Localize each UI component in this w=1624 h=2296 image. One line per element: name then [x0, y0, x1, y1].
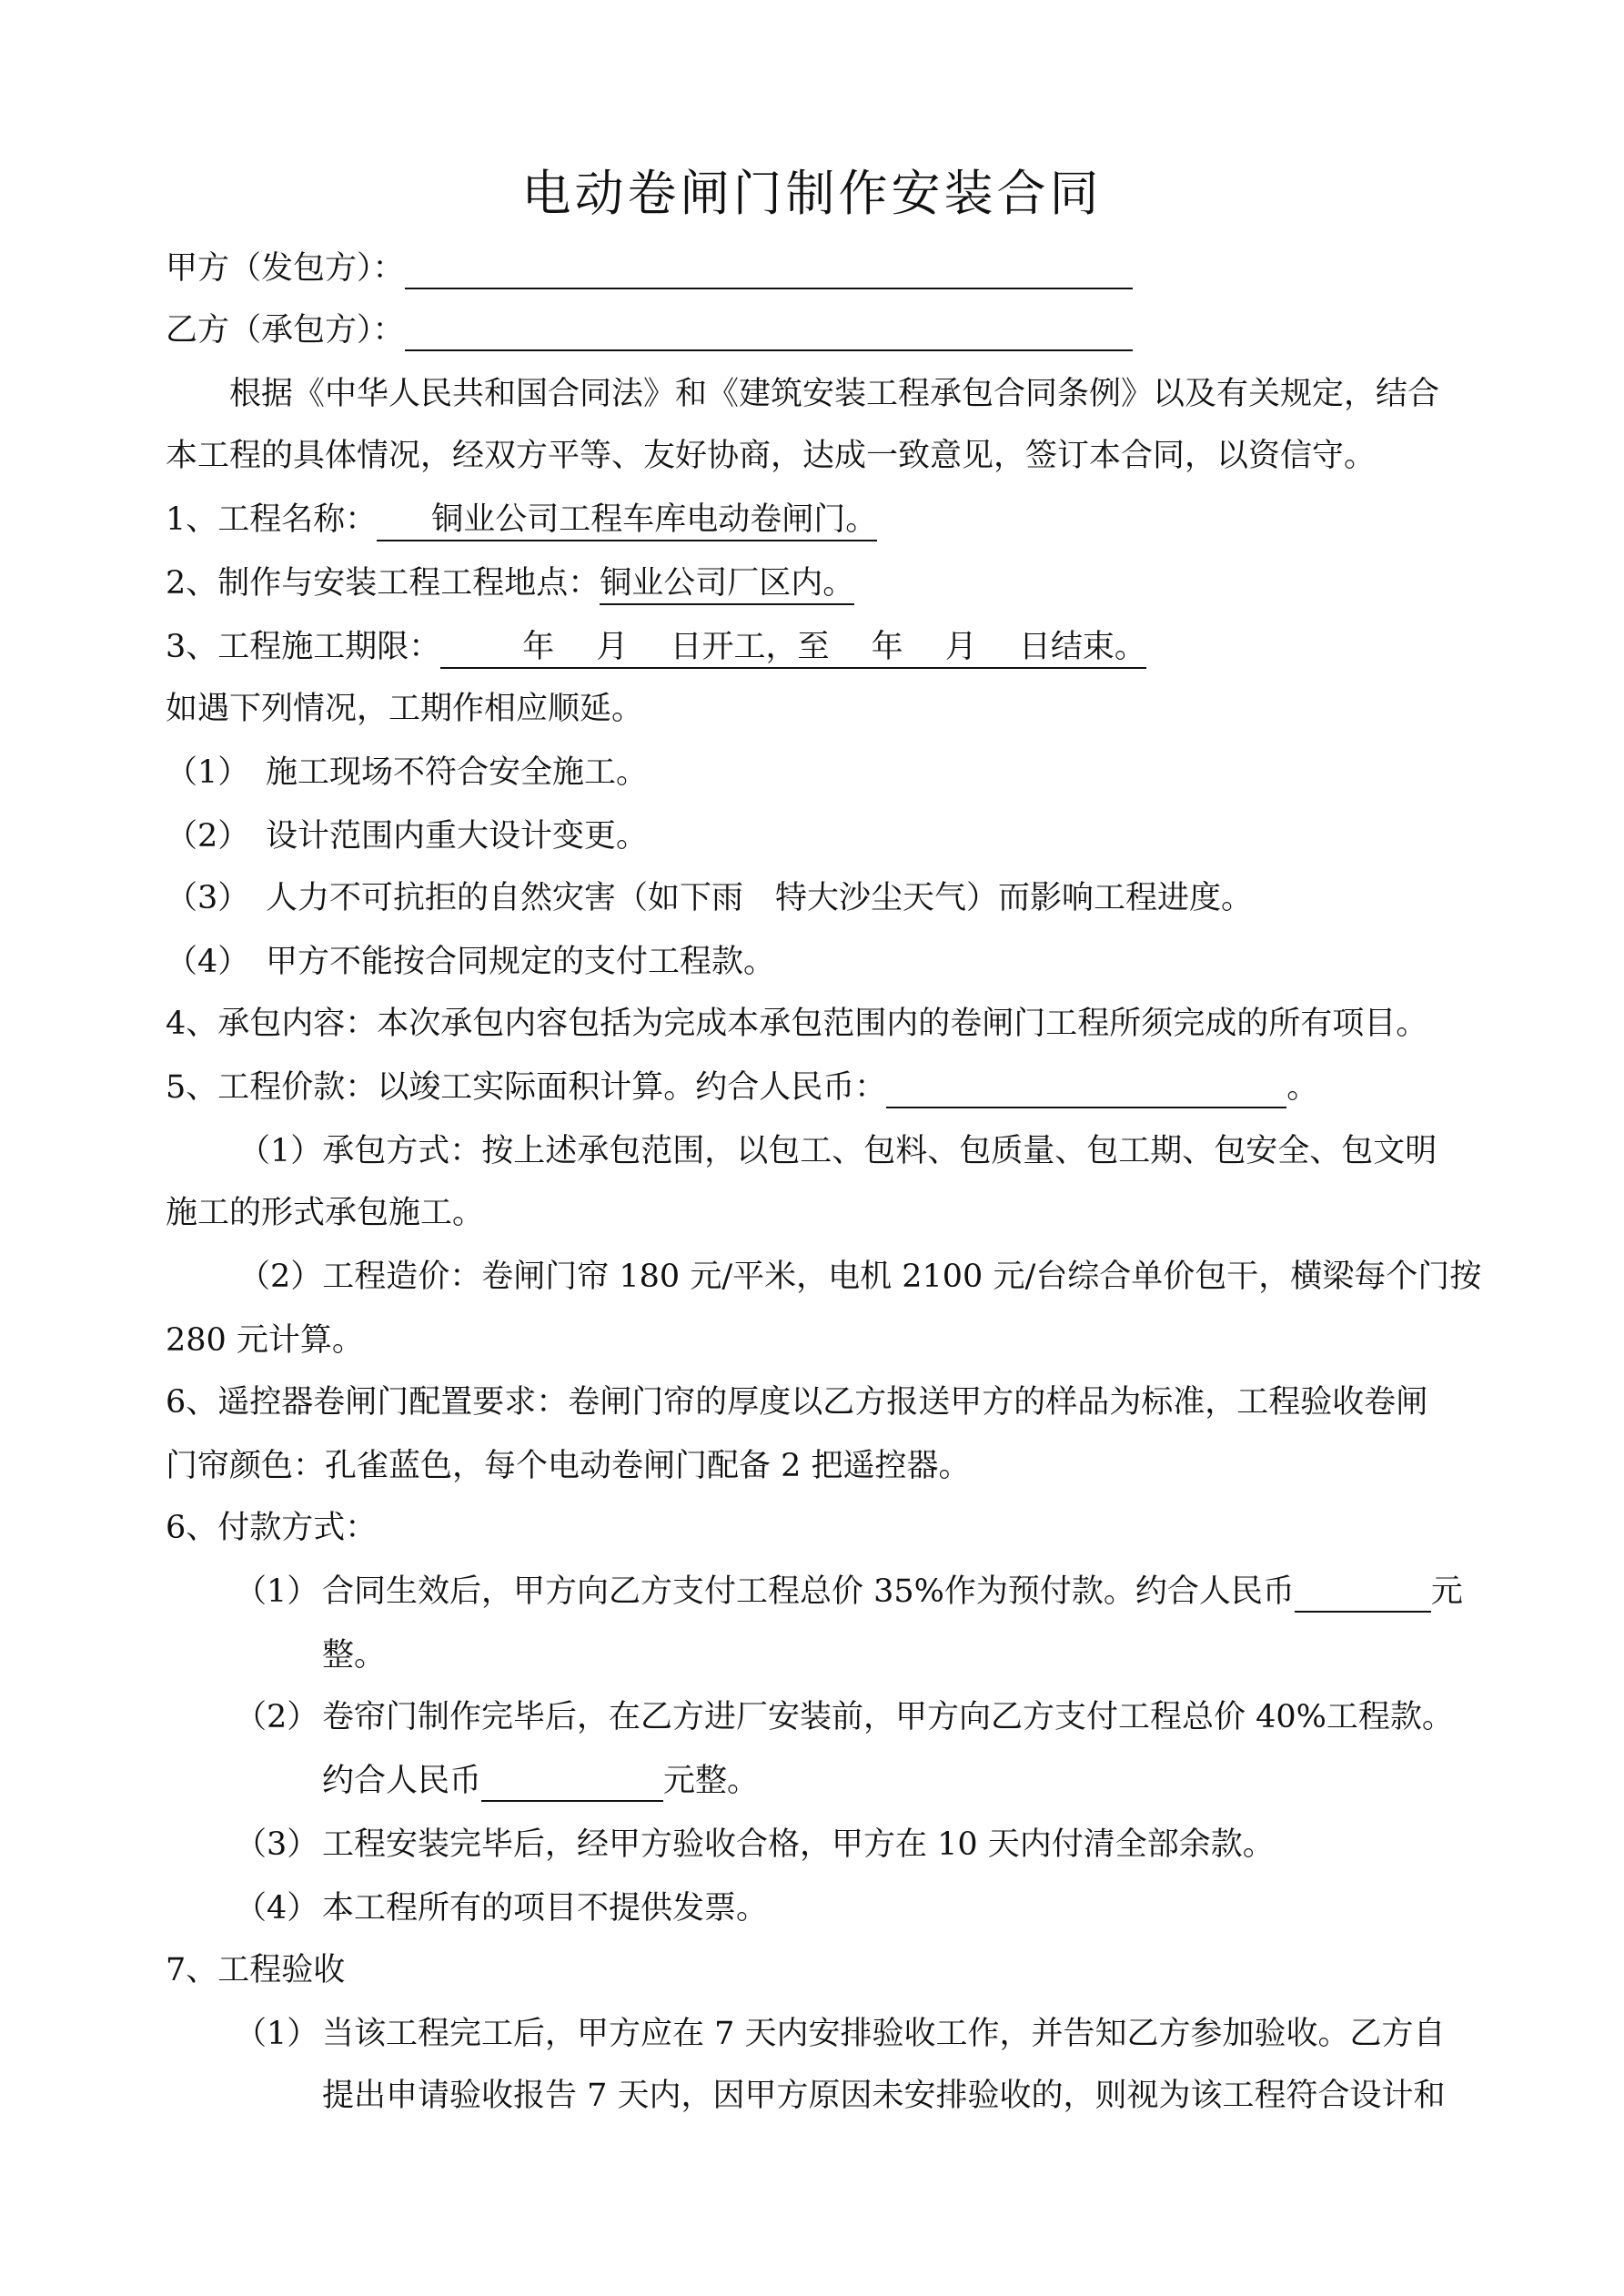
- delay-item: [166, 752, 648, 794]
- item-5-label: 5、工程价款：以竣工实际面积计算。约合人民币：: [166, 1069, 887, 1106]
- delay-item-text: 施工现场不符合安全施工。: [266, 754, 649, 791]
- payment-2-text: 卷帘门制作完毕后，在乙方进厂安装前，甲方向乙方支付工程总价 40%工程款。: [322, 1699, 1454, 1735]
- item-3-label: 3、工程施工期限：: [166, 629, 441, 665]
- construction-period: 年 月 日开工，至 年 月 日结束。: [440, 629, 1146, 669]
- acceptance-1-line-2: 提出申请验收报告 7 天内，因甲方原因未安排验收的，则视为该工程符合设计和: [322, 2078, 1446, 2114]
- payment-2-line-1: [235, 1696, 1454, 1738]
- delay-item-number: （3）: [166, 880, 250, 916]
- payment-1-text: 合同生效后，甲方向乙方支付工程总价 35%作为预付款。约合人民币: [322, 1573, 1295, 1610]
- payment-4-text: 本工程所有的项目不提供发票。: [322, 1890, 769, 1927]
- delay-item-text: 人力不可抗拒的自然灾害（如下雨 特大沙尘天气）而影响工程进度。: [266, 880, 1254, 916]
- intro-line-1: 根据《中华人民共和国合同法》和《建筑安装工程承包合同条例》以及有关规定，结合: [229, 376, 1440, 412]
- payment-2-text-a: 约合人民币: [322, 1763, 482, 1799]
- item-5: [166, 1067, 1318, 1108]
- payment-1-number: （1）: [235, 1573, 319, 1610]
- party-b-label: 乙方（承包方）：: [166, 312, 405, 349]
- payment-4-number: （4）: [235, 1890, 319, 1927]
- payment-2-line-2: [322, 1760, 759, 1802]
- party-b-line: [166, 309, 1133, 351]
- delay-intro: 如遇下列情况，工期作相应顺延。: [166, 691, 644, 727]
- party-b-blank[interactable]: [405, 313, 1133, 351]
- acceptance-1-number: （1）: [235, 2016, 319, 2052]
- item-5-2-line-1: （2）工程造价：卷闸门帘 180 元/平米，电机 2100 元/台综合单价包干，横梁每个门按: [238, 1259, 1482, 1295]
- item-5-end: 。: [1286, 1069, 1319, 1106]
- delay-item-number: （2）: [166, 818, 250, 855]
- item-3: [166, 626, 1146, 668]
- delay-item-number: （1）: [166, 754, 250, 791]
- payment-3-number: （3）: [235, 1826, 319, 1863]
- item-1: [166, 499, 877, 541]
- intro-line-2: 本工程的具体情况，经双方平等、友好协商，达成一致意见，签订本合同，以资信守。: [166, 438, 1377, 474]
- delay-item: [166, 815, 648, 857]
- acceptance-1-text: 当该工程完工后，甲方应在 7 天内安排验收工作，并告知乙方参加验收。乙方自: [322, 2016, 1446, 2052]
- item-6b: 6、付款方式：: [166, 1510, 378, 1546]
- item-6a-line-2: 门帘颜色：孔雀蓝色，每个电动卷闸门配备 2 把遥控器。: [166, 1448, 971, 1484]
- item-2-label: 2、制作与安装工程工程地点：: [166, 565, 600, 602]
- item-7: 7、工程验收: [166, 1952, 346, 1988]
- project-location: 铜业公司厂区内。: [600, 565, 854, 605]
- delay-item-number: （4）: [166, 944, 250, 980]
- payment-1-unit: 元: [1430, 1573, 1463, 1610]
- item-5-1-line-1: （1）承包方式：按上述承包范围，以包工、包料、包质量、包工期、包安全、包文明: [238, 1133, 1437, 1169]
- delay-item: [166, 877, 1253, 919]
- payment-2-text-b: 元整。: [663, 1763, 760, 1799]
- project-name: 铜业公司工程车库电动卷闸门。: [377, 501, 877, 541]
- payment-1-line-1: [235, 1571, 1463, 1613]
- delay-item-text: 甲方不能按合同规定的支付工程款。: [266, 944, 776, 980]
- payment-2-number: （2）: [235, 1699, 319, 1735]
- payment-4: [235, 1887, 768, 1929]
- item-5-1-line-2: 施工的形式承包施工。: [166, 1195, 485, 1231]
- party-a-line: [166, 248, 1133, 289]
- contract-price-blank[interactable]: [886, 1070, 1286, 1108]
- item-4: 4、承包内容：本次承包内容包括为完成本承包范围内的卷闸门工程所须完成的所有项目。: [166, 1006, 1428, 1042]
- payment-3: [235, 1824, 1275, 1866]
- document-title: 电动卷闸门制作安装合同: [521, 165, 1103, 222]
- progress-payment-blank[interactable]: [481, 1764, 663, 1802]
- item-1-label: 1、工程名称：: [166, 501, 378, 538]
- item-2: [166, 562, 854, 604]
- payment-3-text: 工程安装完毕后，经甲方验收合格，甲方在 10 天内付清全部余款。: [322, 1826, 1275, 1863]
- item-6a-line-1: 6、遥控器卷闸门配置要求：卷闸门帘的厚度以乙方报送甲方的样品为标准，工程验收卷闸: [166, 1384, 1428, 1421]
- item-5-2-line-2: 280 元计算。: [166, 1322, 364, 1359]
- prepayment-amount-blank[interactable]: [1295, 1574, 1431, 1613]
- delay-item-text: 设计范围内重大设计变更。: [266, 818, 649, 855]
- party-a-label: 甲方（发包方）：: [166, 250, 405, 287]
- delay-item: [166, 941, 775, 983]
- acceptance-1-line-1: [235, 2013, 1446, 2055]
- party-a-blank[interactable]: [405, 251, 1133, 289]
- payment-1-line-2: 整。: [322, 1637, 387, 1674]
